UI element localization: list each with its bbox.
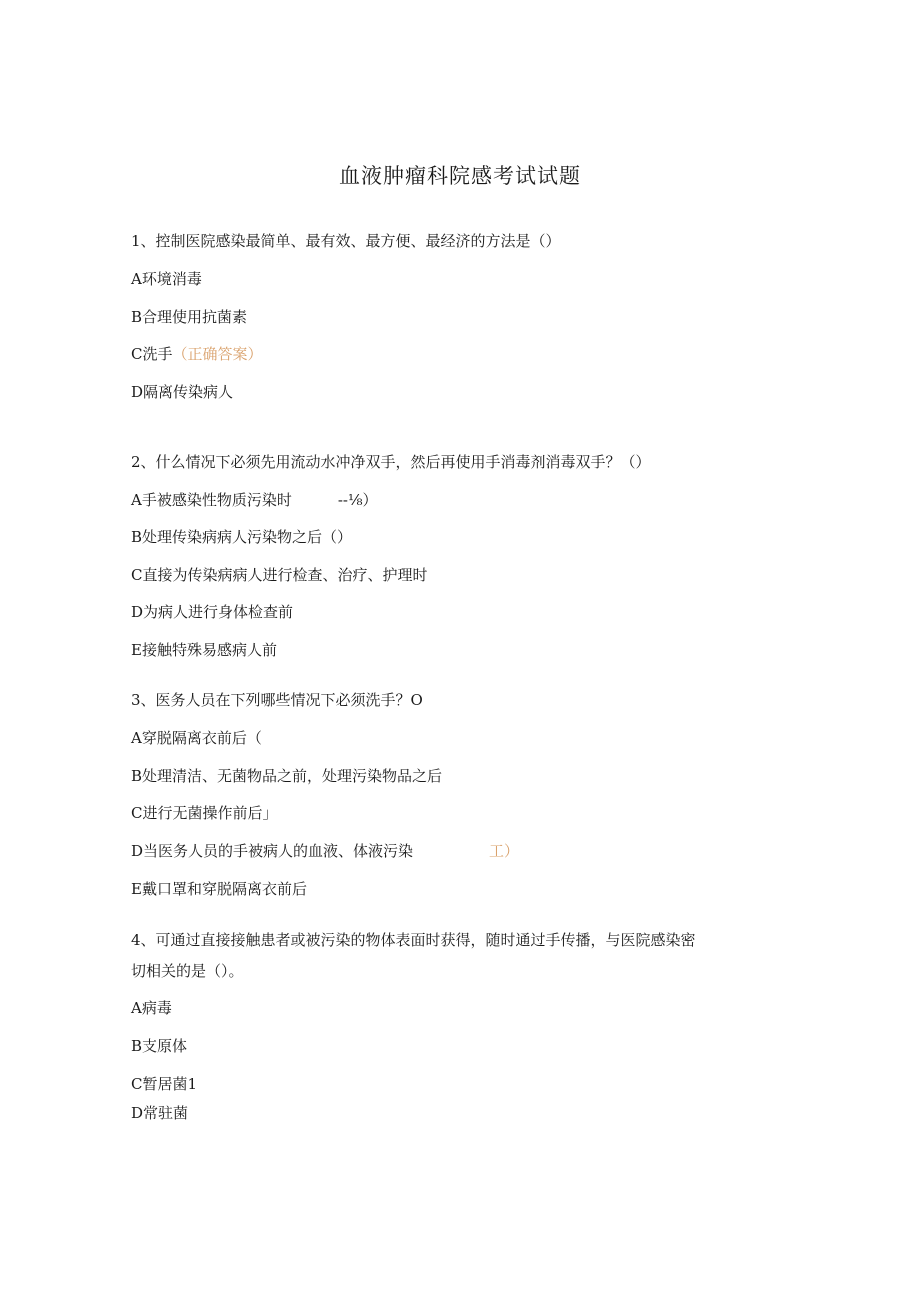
option-d-text: D当医务人员的手被病人的血液、体液污染	[131, 842, 414, 860]
option-a-text: A手被感染性物质污染时	[131, 491, 292, 509]
question-1-option-b: B合理使用抗菌素	[131, 308, 248, 326]
question-2-option-d: D为病人进行身体检查前	[131, 603, 294, 621]
question-3-option-c: C进行无菌操作前后」	[131, 804, 278, 822]
question-3-option-d	[131, 841, 519, 861]
question-3-option-b: B处理清洁、无菌物品之前，处理污染物品之后	[131, 767, 443, 785]
question-3-option-a: A穿脱隔离衣前后（	[131, 729, 262, 747]
question-2-stem: 2、什么情况下必须先用流动水冲净双手，然后再使用手消毒剂消毒双手？（）	[131, 453, 651, 471]
correct-answer-mark: （正确答案）	[172, 345, 263, 363]
question-1-stem: 1、控制医院感染最简单、最有效、最方便、最经济的方法是（）	[131, 232, 561, 250]
question-1-option-c	[131, 344, 263, 364]
question-4-option-a: A病毒	[131, 999, 172, 1017]
question-2-option-e: E接触特殊易感病人前	[131, 641, 277, 659]
option-c-text: C洗手	[131, 345, 173, 363]
option-a-mark: --⅛）	[337, 491, 378, 509]
question-3-option-e: E戴口罩和穿脱隔离衣前后	[131, 880, 307, 898]
question-2-option-a	[131, 490, 378, 510]
question-1-option-a: A环境消毒	[131, 270, 202, 288]
option-d-mark: 工）	[489, 842, 520, 860]
page-title: 血液肿瘤科院感考试试题	[339, 164, 581, 188]
question-4-option-d: D常驻菌	[131, 1104, 189, 1122]
question-1-option-d: D隔离传染病人	[131, 383, 234, 401]
question-4-stem-line-2: 切相关的是（）。	[131, 962, 244, 980]
question-2-option-c: C直接为传染病病人进行检查、治疗、护理时	[131, 566, 428, 584]
question-4-stem-line-1: 4、可通过直接接触患者或被污染的物体表面时获得，随时通过手传播，与医院感染密	[131, 931, 696, 949]
question-3-stem: 3、医务人员在下列哪些情况下必须洗手？O	[131, 691, 423, 709]
question-2-option-b: B处理传染病病人污染物之后（）	[131, 528, 353, 546]
question-4-option-c: C暂居菌1	[131, 1075, 198, 1093]
question-4-option-b: B支原体	[131, 1037, 188, 1055]
